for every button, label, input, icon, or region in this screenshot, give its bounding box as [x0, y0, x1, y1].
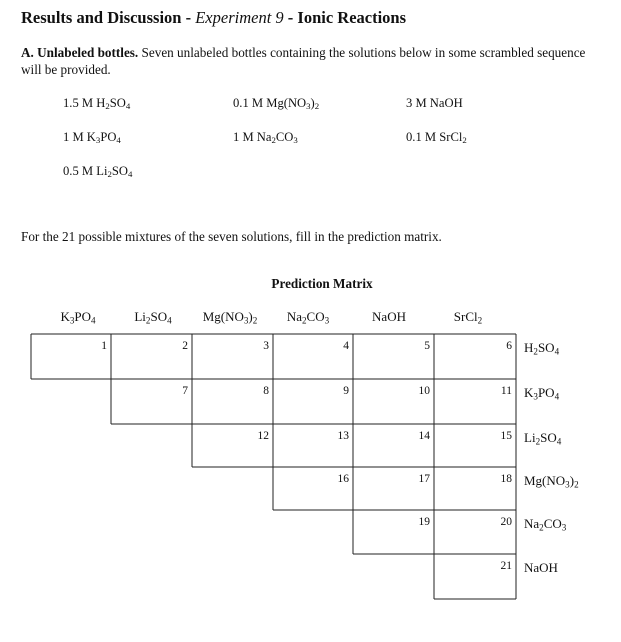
- matrix-cell-number: 9: [343, 385, 349, 397]
- matrix-cell-number: 5: [424, 340, 430, 352]
- matrix-cell-number: 20: [500, 516, 512, 528]
- matrix-cell-number: 8: [263, 385, 269, 397]
- matrix-cell-number: 19: [418, 516, 430, 528]
- matrix-cell-number: 12: [257, 430, 269, 442]
- matrix-column-header: NaOH: [372, 309, 406, 324]
- matrix-cell-number: 14: [418, 430, 430, 442]
- section-a-text: Seven unlabeled bottles containing the solutions below in some scrambled sequence will be provided.: [21, 45, 586, 77]
- solution-item: 0.5 M $Li_2SO_4$: [63, 164, 133, 180]
- solution-item: 1 M $Na_2CO_3$: [233, 130, 298, 146]
- matrix-column-header: $K_3PO_4$: [60, 309, 96, 326]
- matrix-cell-number: 6: [506, 340, 512, 352]
- instruction-text: For the 21 possible mixtures of the seven solutions, fill in the prediction matrix.: [21, 229, 442, 244]
- matrix-title: Prediction Matrix: [271, 276, 373, 291]
- matrix-cell-number: 21: [500, 560, 512, 572]
- matrix-cell-number: 15: [500, 430, 512, 442]
- matrix-cell-number: 18: [500, 473, 512, 485]
- matrix-cell-number: 13: [337, 430, 349, 442]
- matrix-cell-number: 17: [418, 473, 430, 485]
- matrix-row-header: $Li_2SO_4$: [524, 430, 562, 447]
- matrix-cell-number: 1: [101, 340, 107, 352]
- matrix-cell-number: 16: [337, 473, 349, 485]
- matrix-column-header: $Mg(NO_3)_2$: [202, 309, 258, 326]
- matrix-row-header: $Na_2CO_3$: [524, 516, 567, 533]
- solution-item: 0.1 M $Mg(NO_3)_2$: [233, 96, 320, 112]
- matrix-cell-number: 10: [418, 385, 430, 397]
- matrix-cell-number: 2: [182, 340, 188, 352]
- page-title: Results and Discussion - Experiment 9 - Ionic Reactions: [21, 8, 407, 27]
- matrix-row-header: $K_3PO_4$: [524, 385, 560, 402]
- solution-item: 0.1 M SrCl$_2$: [406, 130, 467, 146]
- matrix-column-header: SrCl$_2$: [453, 309, 483, 326]
- matrix-row-header: NaOH: [524, 560, 558, 575]
- matrix-row-header: $Mg(NO_3)_2$: [524, 473, 579, 490]
- matrix-cell-number: 11: [500, 385, 512, 397]
- matrix-column-header: $Na_2CO_3$: [286, 309, 330, 326]
- matrix-cell-number: 3: [263, 340, 269, 352]
- solution-item: 1.5 M $H_2SO_4$: [63, 96, 131, 112]
- solution-item: 1 M $K_3PO_4$: [63, 130, 121, 146]
- solution-item: 3 M NaOH: [406, 96, 463, 110]
- matrix-column-header: $Li_2SO_4$: [134, 309, 172, 326]
- section-a-heading: A. Unlabeled bottles.: [21, 45, 139, 60]
- matrix-cell-number: 4: [343, 340, 349, 352]
- matrix-cell-number: 7: [182, 385, 188, 397]
- matrix-row-header: $H_2SO_4$: [524, 340, 560, 357]
